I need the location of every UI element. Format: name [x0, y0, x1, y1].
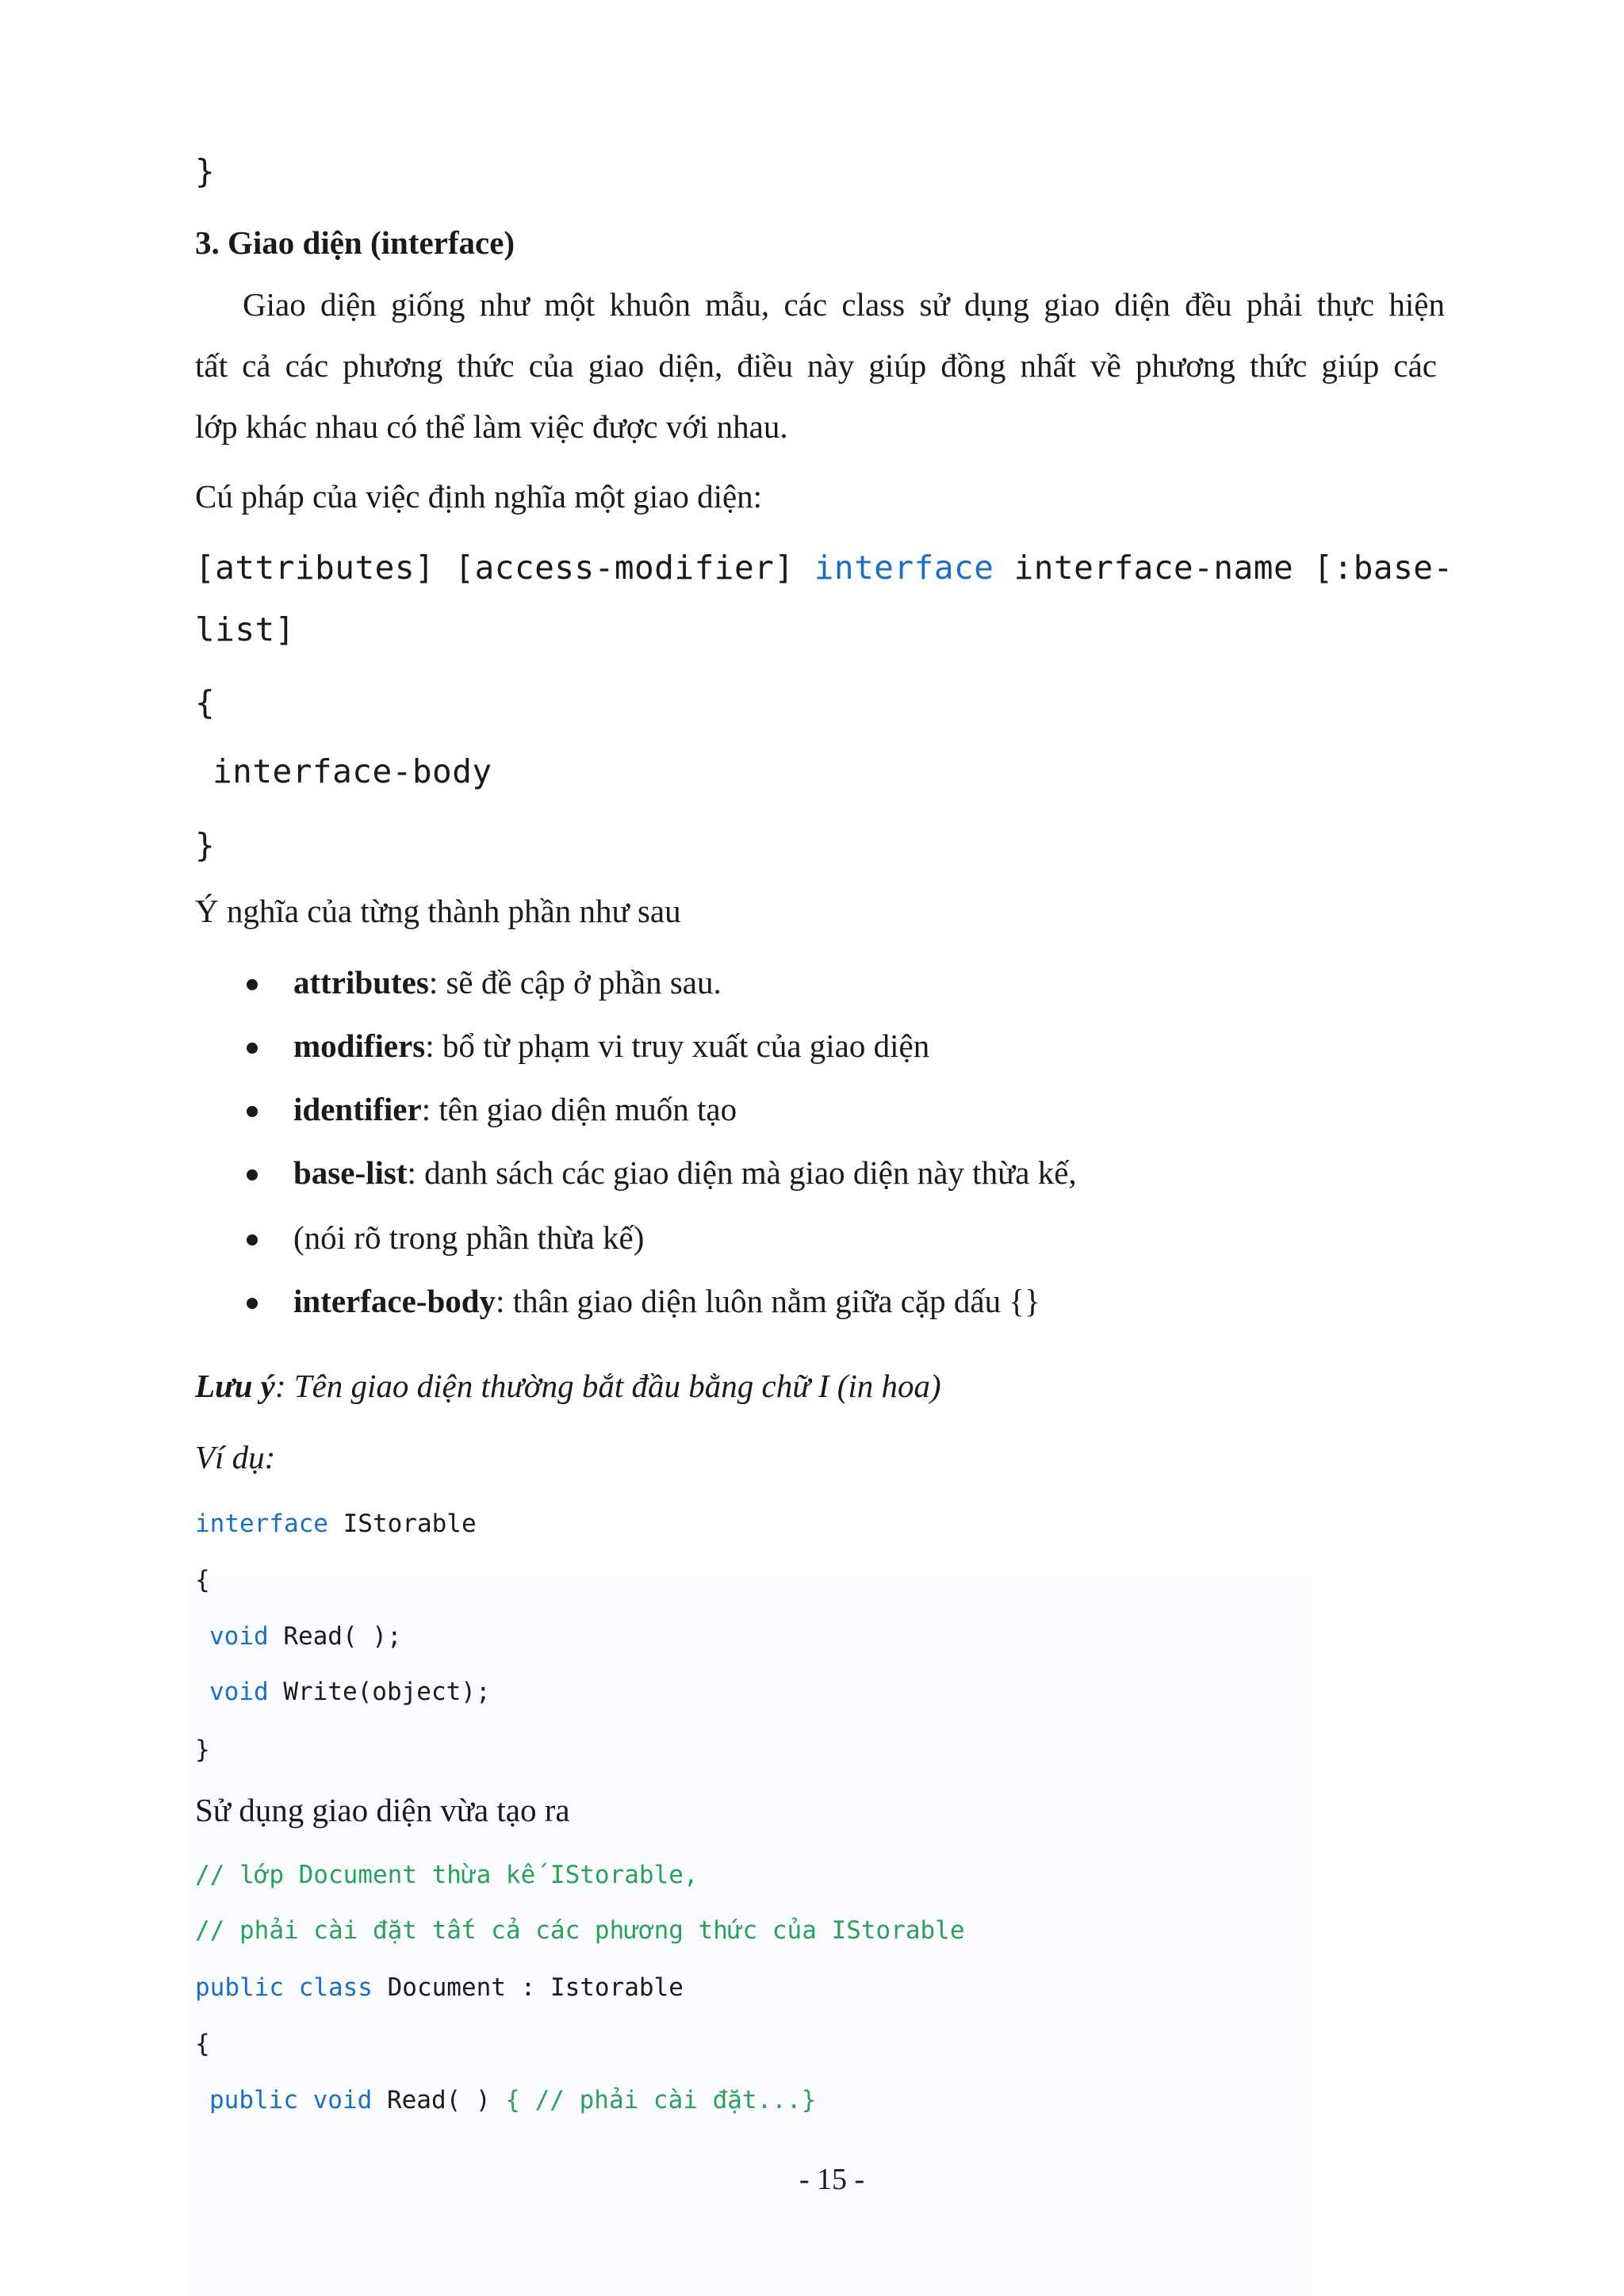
meaning-label: Ý nghĩa của từng thành phần như sau — [195, 893, 681, 929]
list-item-term: identifier — [293, 1091, 422, 1127]
list-item-term: interface-body — [293, 1283, 496, 1319]
syntax-keyword-interface: interface — [814, 549, 994, 587]
list-item-desc: : tên giao diện muốn tạo — [421, 1091, 737, 1127]
bullet-icon — [247, 979, 258, 990]
example-code-line-1 — [195, 1512, 477, 1536]
syntax-body: interface-body — [213, 752, 492, 790]
keyword-public: public — [209, 2086, 298, 2114]
list-item-desc: : bổ từ phạm vi truy xuất của giao diện — [425, 1027, 930, 1064]
list-item — [293, 1154, 1077, 1191]
list-item — [293, 1093, 737, 1126]
example-code-close-brace: } — [195, 1735, 210, 1764]
usage-comment-2: // phải cài đặt tất cả các phương thức của IStorable — [195, 1916, 965, 1945]
list-item-term: base-list — [293, 1154, 408, 1191]
note — [195, 1370, 941, 1402]
usage-class-declaration — [195, 1973, 684, 2002]
list-item-term: attributes — [293, 964, 429, 1001]
list-item — [293, 1219, 645, 1256]
class-decl: Document : Istorable — [372, 1973, 684, 2002]
syntax-label: Cú pháp của việc định nghĩa một giao diện: — [195, 478, 763, 515]
keyword-void: void — [209, 1622, 269, 1651]
keyword-class: class — [283, 1973, 373, 2002]
syntax-open-brace: { — [195, 683, 216, 721]
intro-line-3: lớp khác nhau có thể làm việc được với nhau. — [195, 408, 788, 445]
code-closing-brace: } — [195, 152, 216, 190]
usage-comment-1: // lớp Document thừa kế IStorable, — [195, 1861, 699, 1889]
usage-method-line — [209, 2088, 816, 2113]
list-item — [293, 966, 722, 999]
syntax-name: interface-name [:base- — [994, 549, 1454, 587]
section-heading: 3. Giao diện (interface) — [195, 224, 515, 261]
keyword-public: public — [195, 1973, 284, 2002]
keyword-interface: interface — [195, 1510, 328, 1538]
page-number: - 15 - — [799, 2163, 865, 2196]
bullet-icon — [247, 1298, 258, 1309]
bullet-icon — [247, 1106, 258, 1117]
note-label: Lưu ý — [195, 1368, 275, 1404]
example-code-line-write — [209, 1680, 491, 1705]
bullet-icon — [247, 1169, 258, 1181]
keyword-void: void — [209, 1678, 269, 1706]
example-label: Ví dụ: — [195, 1439, 276, 1475]
intro-line-1: Giao diện giống như một khuôn mẫu, các class sử dụng giao diện đều phải thực hiện — [243, 286, 1445, 323]
bullet-icon — [247, 1043, 258, 1054]
list-item — [293, 1027, 930, 1064]
list-item-desc: : danh sách các giao diện mà giao diện này thừa kế, — [407, 1154, 1077, 1191]
method-signature: Read( ) — [372, 2086, 506, 2114]
keyword-void: void — [297, 2086, 373, 2114]
method-read: Read( ); — [268, 1622, 402, 1651]
method-body-comment: { // phải cài đặt...} — [505, 2086, 817, 2114]
interface-name: IStorable — [327, 1510, 477, 1538]
intro-line-2: tất cả các phương thức của giao diện, điều này giúp đồng nhất về phương thức giúp các — [195, 347, 1437, 384]
example-code-line-read — [209, 1624, 402, 1649]
example-code-open-brace: { — [195, 1566, 210, 1594]
list-item-term: modifiers — [293, 1027, 426, 1064]
note-text: : Tên giao diện thường bắt đầu bằng chữ I (in hoa) — [274, 1368, 941, 1404]
method-write: Write(object); — [268, 1678, 491, 1706]
usage-open-brace: { — [195, 2030, 210, 2058]
usage-label: Sử dụng giao diện vừa tạo ra — [195, 1792, 570, 1828]
list-item-desc: : sẽ đề cập ở phần sau. — [428, 964, 722, 1001]
list-item-desc: : thân giao diện luôn nằm giữa cặp dấu {} — [496, 1283, 1040, 1319]
list-item-desc: (nói rõ trong phần thừa kế) — [293, 1219, 645, 1256]
bullet-icon — [247, 1234, 258, 1246]
syntax-close-brace: } — [195, 826, 216, 864]
syntax-attrs: [attributes] [access-modifier] — [195, 549, 814, 587]
list-item — [293, 1285, 1040, 1318]
syntax-line-2: list] — [195, 610, 295, 649]
syntax-line-1 — [195, 549, 1454, 587]
